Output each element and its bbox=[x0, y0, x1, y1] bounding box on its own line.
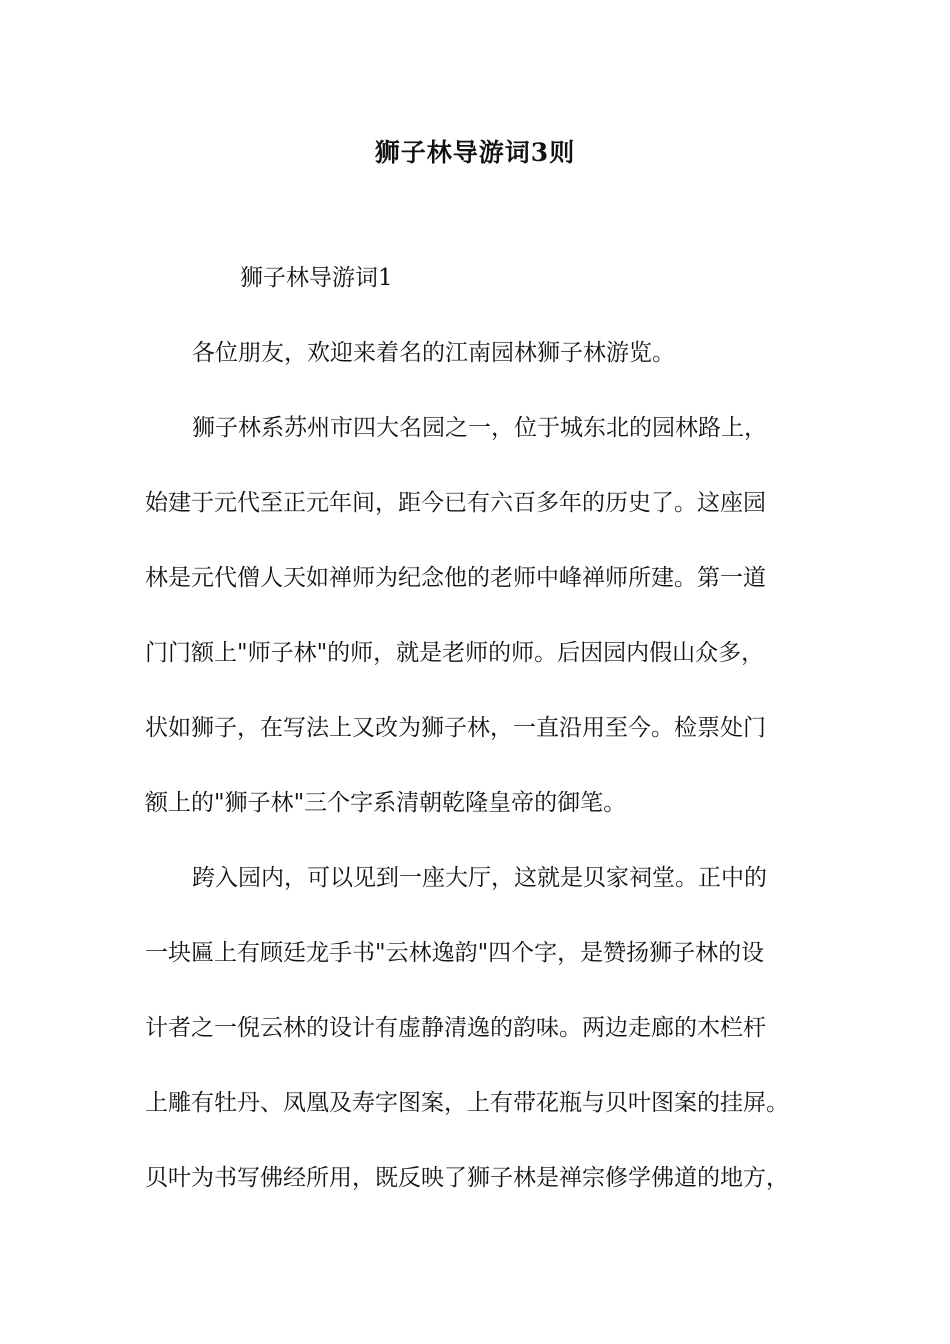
section-heading: 狮子林导游词1 bbox=[240, 265, 393, 291]
paragraph-line: 贝叶为书写佛经所用，既反映了狮子林是禅宗修学佛道的地方， bbox=[145, 1165, 789, 1191]
paragraph-line: 额上的"狮子林"三个字系清朝乾隆皇帝的御笔。 bbox=[145, 790, 627, 816]
paragraph-line: 计者之一倪云林的设计有虚静清逸的韵味。两边走廊的木栏杆 bbox=[145, 1015, 766, 1041]
paragraph-line: 一块匾上有顾廷龙手书"云林逸韵"四个字，是赞扬狮子林的设 bbox=[145, 940, 765, 966]
paragraph-line: 上雕有牡丹、凤凰及寿字图案，上有带花瓶与贝叶图案的挂屏。 bbox=[145, 1090, 789, 1116]
document-title: 狮子林导游词3则 bbox=[374, 138, 576, 167]
paragraph-line: 门门额上"师子林"的师，就是老师的师。后因园内假山众多， bbox=[145, 640, 765, 666]
paragraph-line: 狮子林系苏州市四大名园之一，位于城东北的园林路上， bbox=[192, 415, 767, 441]
paragraph-line: 始建于元代至正元年间，距今已有六百多年的历史了。这座园 bbox=[145, 490, 766, 516]
paragraph-line: 跨入园内，可以见到一座大厅，这就是贝家祠堂。正中的 bbox=[192, 865, 767, 891]
paragraph-line: 状如狮子，在写法上又改为狮子林，一直沿用至今。检票处门 bbox=[145, 715, 766, 741]
paragraph-line: 各位朋友，欢迎来着名的江南园林狮子林游览。 bbox=[192, 340, 675, 366]
paragraph-line: 林是元代僧人天如禅师为纪念他的老师中峰禅师所建。第一道 bbox=[145, 565, 766, 591]
